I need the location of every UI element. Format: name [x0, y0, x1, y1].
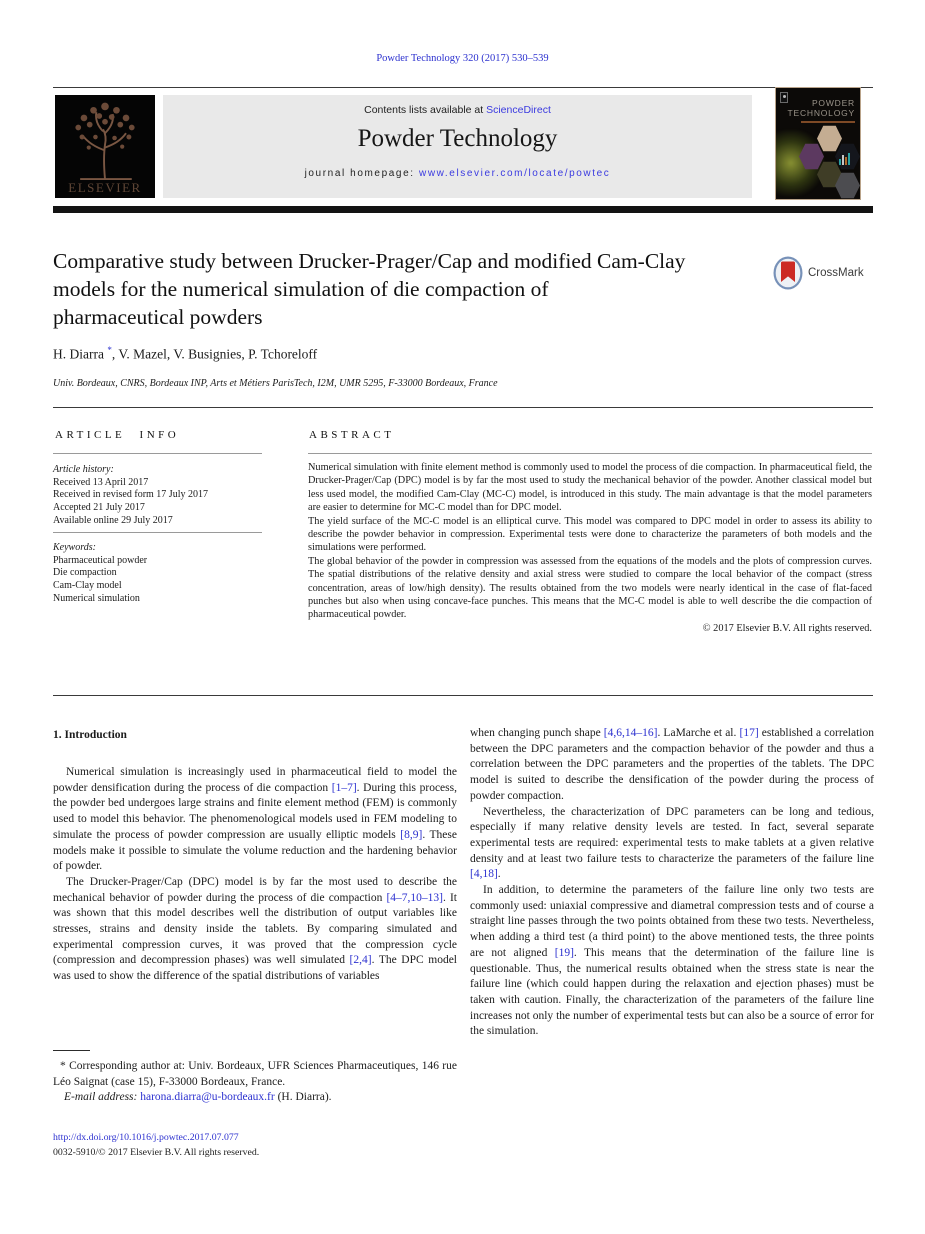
journal-cover-thumbnail[interactable]: [775, 87, 861, 200]
text-segment: The Drucker-Prager/Cap (DPC) model is by far the most used to describe the mechanical behavior of powder during the process of die compaction: [53, 875, 457, 904]
paragraph: [53, 1090, 457, 1106]
article-info-mid-rule: [53, 532, 262, 533]
footnote-rule: [53, 1050, 90, 1051]
keyword-item: Die compaction: [53, 567, 117, 579]
affiliation: Univ. Bordeaux, CNRS, Bordeaux INP, Arts et Métiers ParisTech, I2M, UMR 5295, F-33000 Bordeaux, France: [53, 378, 498, 389]
body-right-column: [470, 726, 874, 1040]
text-segment: Nevertheless, the characterization of DPC parameters can be long and tedious, especially if many relative density levels are tested. In fact, several separate experimental tests are required: experimental tests to make tablets at a given relative density and at least two failure tests to characterize the parameters of the failure line: [470, 805, 874, 865]
journal-title: Powder Technology: [357, 125, 558, 152]
article-info-heading: ARTICLE INFO: [55, 429, 180, 441]
text-segment: . The DPC model was used to show the difference of the spatial distributions of variables: [53, 954, 457, 983]
issn-copyright-line: 0032-5910/© 2017 Elsevier B.V. All rights reserved.: [53, 1146, 260, 1158]
email-link[interactable]: harona.diarra@u-bordeaux.fr: [140, 1091, 275, 1104]
citation-ref[interactable]: [4,6,14–16]: [603, 727, 658, 739]
text-segment: . These models make it possible to simulate the volume reduction and the hardening behavior of powder.: [53, 828, 457, 873]
abstract-text: [308, 461, 872, 635]
citation-ref[interactable]: [17]: [739, 727, 759, 739]
elsevier-tree-icon: [57, 95, 153, 181]
text-segment: . This means that the determination of the failure line is questionable. Thus, the numerical results obtained when the stress state is near the failure line (which could happen during the relaxation and ejection phases) must be taken with caution. Finally, the characterization of the parameters of the failure line increases not only the number of experimental tests but can also be a source of error for the simulation.: [470, 946, 874, 1038]
body-left-column: [53, 726, 457, 1040]
right-column-text: [470, 726, 874, 1040]
elsevier-logo-text: ELSEVIER: [68, 180, 142, 195]
text-segment: . During this process, the powder bed undergoes large strains and finite element method (FEM) is commonly used to model this behavior. The phenomenological models used in FEM modeling to simulate the process of powder compression are usually elliptic models: [53, 781, 457, 841]
title-divider-rule: [53, 407, 873, 408]
keyword-item: Cam-Clay model: [53, 580, 122, 592]
paragraph: [53, 765, 457, 875]
text-segment: * Corresponding author at: Univ. Bordeaux, UFR Sciences Pharmaceutiques, 146 rue Léo Saignat (case 15), F-33000 Bordeaux, France.: [53, 1060, 457, 1088]
abstract-paragraph: Numerical simulation with finite element method is commonly used to model the process of die compaction. In pharmaceutical field, the Drucker-Prager/Cap (DPC) model is by far the most used to study the mechanical behavior of the powder. Another classical model but less used model, the modified Cam-Clay (MC-C) model, is introduced in this study. The main advantage is that the model parameters are easier to determine for MC-C model than for DPC model.: [308, 462, 872, 514]
text-segment: when changing punch shape: [470, 727, 604, 739]
author-list: [53, 345, 317, 363]
text-segment: E-mail address:: [64, 1091, 141, 1104]
paragraph: [53, 1059, 457, 1090]
article-history-item: Received in revised form 17 July 2017: [53, 489, 208, 501]
text-segment: (H. Diarra).: [274, 1091, 332, 1104]
article-title-line: pharmaceutical powders: [53, 305, 263, 329]
contents-line: [163, 95, 752, 116]
article-history-label: Article history:: [53, 464, 114, 475]
abstract-paragraph: The global behavior of the powder in compression was assessed from the equations of the models and the plots of compression curves. The spatial distributions of the relative density and axial stress were studied to compare the local behavior of the compact (stress concentration, areas of low/high density). The results obtained from the two models were nearly identical in the case of flat-faced punches but also when using concave-face punches. This means that the MC-C model is able to well describe the die compaction of pharmaceutical powder.: [308, 555, 872, 621]
text-segment: . LaMarche et al.: [657, 727, 740, 739]
article-history-item: Available online 29 July 2017: [53, 514, 173, 526]
keyword-item: Numerical simulation: [53, 592, 140, 604]
left-column-text: [53, 765, 457, 985]
crossmark-icon: [773, 256, 803, 290]
cover-subtitle-bar: [801, 121, 855, 123]
article-history: [53, 464, 265, 528]
text-segment: . It was shown that this model describes well the distribution of output variables like stresses, strains and density inside the tablets. By comparing simulated and experimental compression curves, it was proved that the compression cycle (compression and decompression phases) was well simulated: [53, 891, 457, 967]
article-title-line: models for the numerical simulation of die compaction of: [53, 277, 549, 301]
keywords-block: [53, 542, 265, 606]
citation-ref[interactable]: [1–7]: [331, 781, 357, 794]
cover-title-line2: TECHNOLOGY: [787, 107, 855, 118]
text-segment: In addition, to determine the parameters of the failure line only two tests are commonly used: uniaxial compressive and diametral compression tests and of course a straight line passes through the two points obtained from these two tests. Nevertheless, when adding a third test (a third point) to the above mentioned tests, the three points are not aligned: [470, 884, 874, 959]
header-divider-bar: [53, 206, 873, 213]
section-heading-introduction: 1. Introduction: [53, 729, 127, 741]
text-segment: established a correlation between the DPC parameters and the compaction behavior of the powder and thus a correlation between the DPC parameters and the properties of the tablets. The DPC model is suited to describe the densification of the powder during the process of powder compaction.: [470, 727, 874, 802]
citation-ref[interactable]: [4,18]: [470, 868, 498, 881]
citation-ref[interactable]: [19]: [554, 946, 574, 959]
elsevier-logo[interactable]: [55, 95, 155, 198]
corresponding-author-asterisk[interactable]: *: [107, 345, 112, 355]
cover-title-line1: POWDER: [811, 98, 855, 108]
contents-prefix: Contents lists available at: [364, 104, 487, 116]
text-segment: .: [497, 868, 501, 881]
keywords-list: [53, 555, 265, 606]
footnote-text: [53, 1059, 457, 1106]
sciencedirect-link[interactable]: ScienceDirect: [486, 104, 551, 116]
doi-link[interactable]: http://dx.doi.org/10.1016/j.powtec.2017.07.077: [53, 1132, 239, 1143]
citation-ref[interactable]: [2,4]: [349, 954, 372, 967]
article-history-list: [53, 477, 265, 528]
paragraph: [470, 883, 874, 1040]
text-segment: , V. Mazel, V. Busignies, P. Tchoreloff: [111, 346, 318, 362]
corresponding-author-footnote: [53, 1050, 457, 1106]
cover-title: [787, 99, 855, 118]
abstract-divider-rule: [53, 695, 873, 696]
homepage-prefix: journal homepage:: [304, 168, 419, 179]
crossmark-badge[interactable]: [773, 256, 864, 290]
journal-citation[interactable]: Powder Technology 320 (2017) 530–539: [376, 53, 549, 64]
homepage-url-link[interactable]: www.elsevier.com/locate/powtec: [419, 168, 611, 179]
abstract-paragraph: The yield surface of the MC-C model is an elliptical curve. This model was compared to DPC model in order to assess its ability to describe the powder behavior in compression. Experimental tests were done to characterize the parameters of both models and the simulations were performed.: [308, 515, 872, 554]
paragraph: [53, 875, 457, 985]
abstract-heading-rule: [308, 453, 872, 454]
article-footer: [53, 1131, 259, 1160]
article-history-item: Accepted 21 July 2017: [53, 502, 145, 514]
keyword-item: Pharmaceutical powder: [53, 554, 148, 566]
copyright-line: © 2017 Elsevier B.V. All rights reserved.: [702, 622, 872, 634]
abstract-heading: ABSTRACT: [309, 429, 395, 441]
body-columns: [53, 726, 874, 1040]
crossmark-label: CrossMark: [808, 267, 864, 279]
journal-banner: [163, 95, 752, 198]
citation-ref[interactable]: [4–7,10–13]: [386, 891, 443, 904]
homepage-line: [163, 168, 752, 179]
text-segment: H. Diarra: [53, 346, 108, 362]
paragraph: [470, 805, 874, 884]
paragraph: [470, 726, 874, 805]
text-segment: Numerical simulation is increasingly used in pharmaceutical field to model the powder densification during the process of die compaction: [53, 766, 457, 794]
article-history-item: Received 13 April 2017: [53, 476, 149, 488]
keywords-label: Keywords:: [53, 542, 96, 553]
citation-ref[interactable]: [8,9]: [400, 828, 423, 841]
header-top-rule: [53, 87, 873, 88]
article-title: [53, 247, 763, 331]
article-title-line: Comparative study between Drucker-Prager/Cap and modified Cam-Clay: [53, 249, 686, 273]
cover-hexagon-art: [835, 143, 860, 170]
article-info-heading-rule: [53, 453, 262, 454]
